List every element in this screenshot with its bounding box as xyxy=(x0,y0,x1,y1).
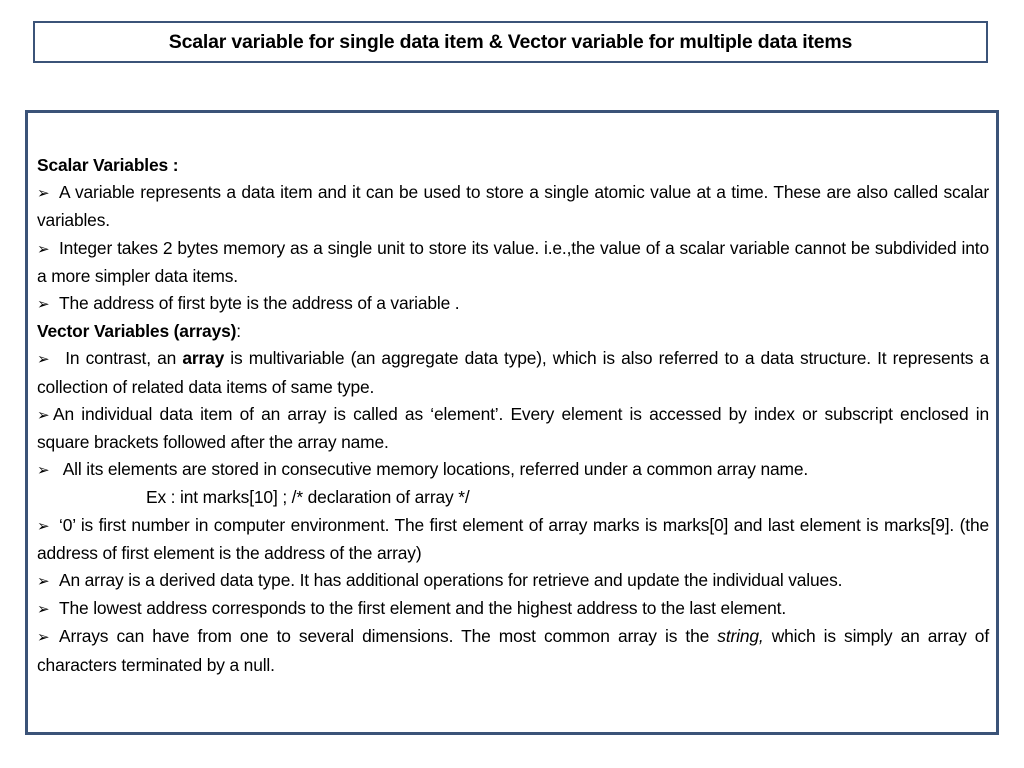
content-body xyxy=(37,152,989,679)
bullet-arrow-icon: ➢ xyxy=(37,405,50,424)
vector-bullet-6-text: The lowest address corresponds to the first element and the highest address to the last element. xyxy=(59,598,787,619)
slide-title: Scalar variable for single data item & Vector variable for multiple data items xyxy=(168,30,853,53)
vector-bullet-7-pre: Arrays can have from one to several dimensions. The most common array is the xyxy=(59,626,718,647)
scalar-heading: Scalar Variables : xyxy=(37,155,179,175)
slide-title-box xyxy=(33,21,988,63)
vector-bullet-2 xyxy=(37,401,989,456)
bullet-arrow-icon: ➢ xyxy=(37,572,50,591)
vector-bullet-1-pre: In contrast, an xyxy=(65,348,183,369)
vector-bullet-7-post: which is simply an array of characters terminated by a null. xyxy=(37,626,989,675)
vector-bullet-1 xyxy=(37,345,989,400)
bullet-arrow-icon: ➢ xyxy=(37,295,50,314)
bullet-arrow-icon: ➢ xyxy=(37,184,50,203)
bullet-arrow-icon: ➢ xyxy=(37,600,50,619)
bullet-arrow-icon: ➢ xyxy=(37,628,50,647)
scalar-bullet-1 xyxy=(37,179,989,234)
scalar-bullet-2-text: Integer takes 2 bytes memory as a single unit to store its value. i.e.,the value of a scalar variable cannot be subdivided into a more simpler data items. xyxy=(37,237,989,286)
scalar-bullet-1-text: A variable represents a data item and it can be used to store a single atomic value at a time. These are also called scalar variables. xyxy=(37,182,989,231)
vector-bullet-5-text: An array is a derived data type. It has additional operations for retrieve and update the individual values. xyxy=(59,570,843,591)
vector-heading: Vector Variables (arrays) xyxy=(37,321,237,342)
vector-bullet-5 xyxy=(37,567,989,595)
vector-bullet-7 xyxy=(37,623,989,678)
vector-bullet-6 xyxy=(37,595,989,623)
vector-bullet-2-text: An individual data item of an array is called as ‘element’. Every element is accessed by index or subscript enclosed in square brackets followed after the array name. xyxy=(37,403,989,453)
vector-bullet-3-text: All its elements are stored in consecutive memory locations, referred under a common array name. xyxy=(62,459,809,480)
content-box xyxy=(25,110,999,735)
bullet-arrow-icon: ➢ xyxy=(37,350,50,369)
vector-bullet-3 xyxy=(37,456,989,484)
vector-bullet-4 xyxy=(37,512,989,567)
scalar-bullet-2 xyxy=(37,235,989,290)
array-declaration-example: Ex : int marks[10] ; /* declaration of array */ xyxy=(146,487,470,508)
string-keyword: string, xyxy=(717,626,764,647)
vector-bullet-1-post: is multivariable (an aggregate data type), which is also referred to a data structure. It represents a collection of related data items of same type. xyxy=(37,348,990,397)
scalar-bullet-3-text: The address of first byte is the address of a variable . xyxy=(59,293,460,314)
bullet-arrow-icon: ➢ xyxy=(37,516,50,535)
bullet-arrow-icon: ➢ xyxy=(37,239,50,258)
vector-heading-colon: : xyxy=(236,321,241,342)
vector-bullet-4-text: ‘0’ is first number in computer environment. The first element of array marks is marks[0] and last element is marks[9]. (the address of first element is the address of the array) xyxy=(37,514,989,563)
bullet-arrow-icon: ➢ xyxy=(37,461,50,480)
array-keyword: array xyxy=(182,348,225,369)
vector-heading-line xyxy=(37,318,989,345)
scalar-bullet-3 xyxy=(37,290,989,318)
